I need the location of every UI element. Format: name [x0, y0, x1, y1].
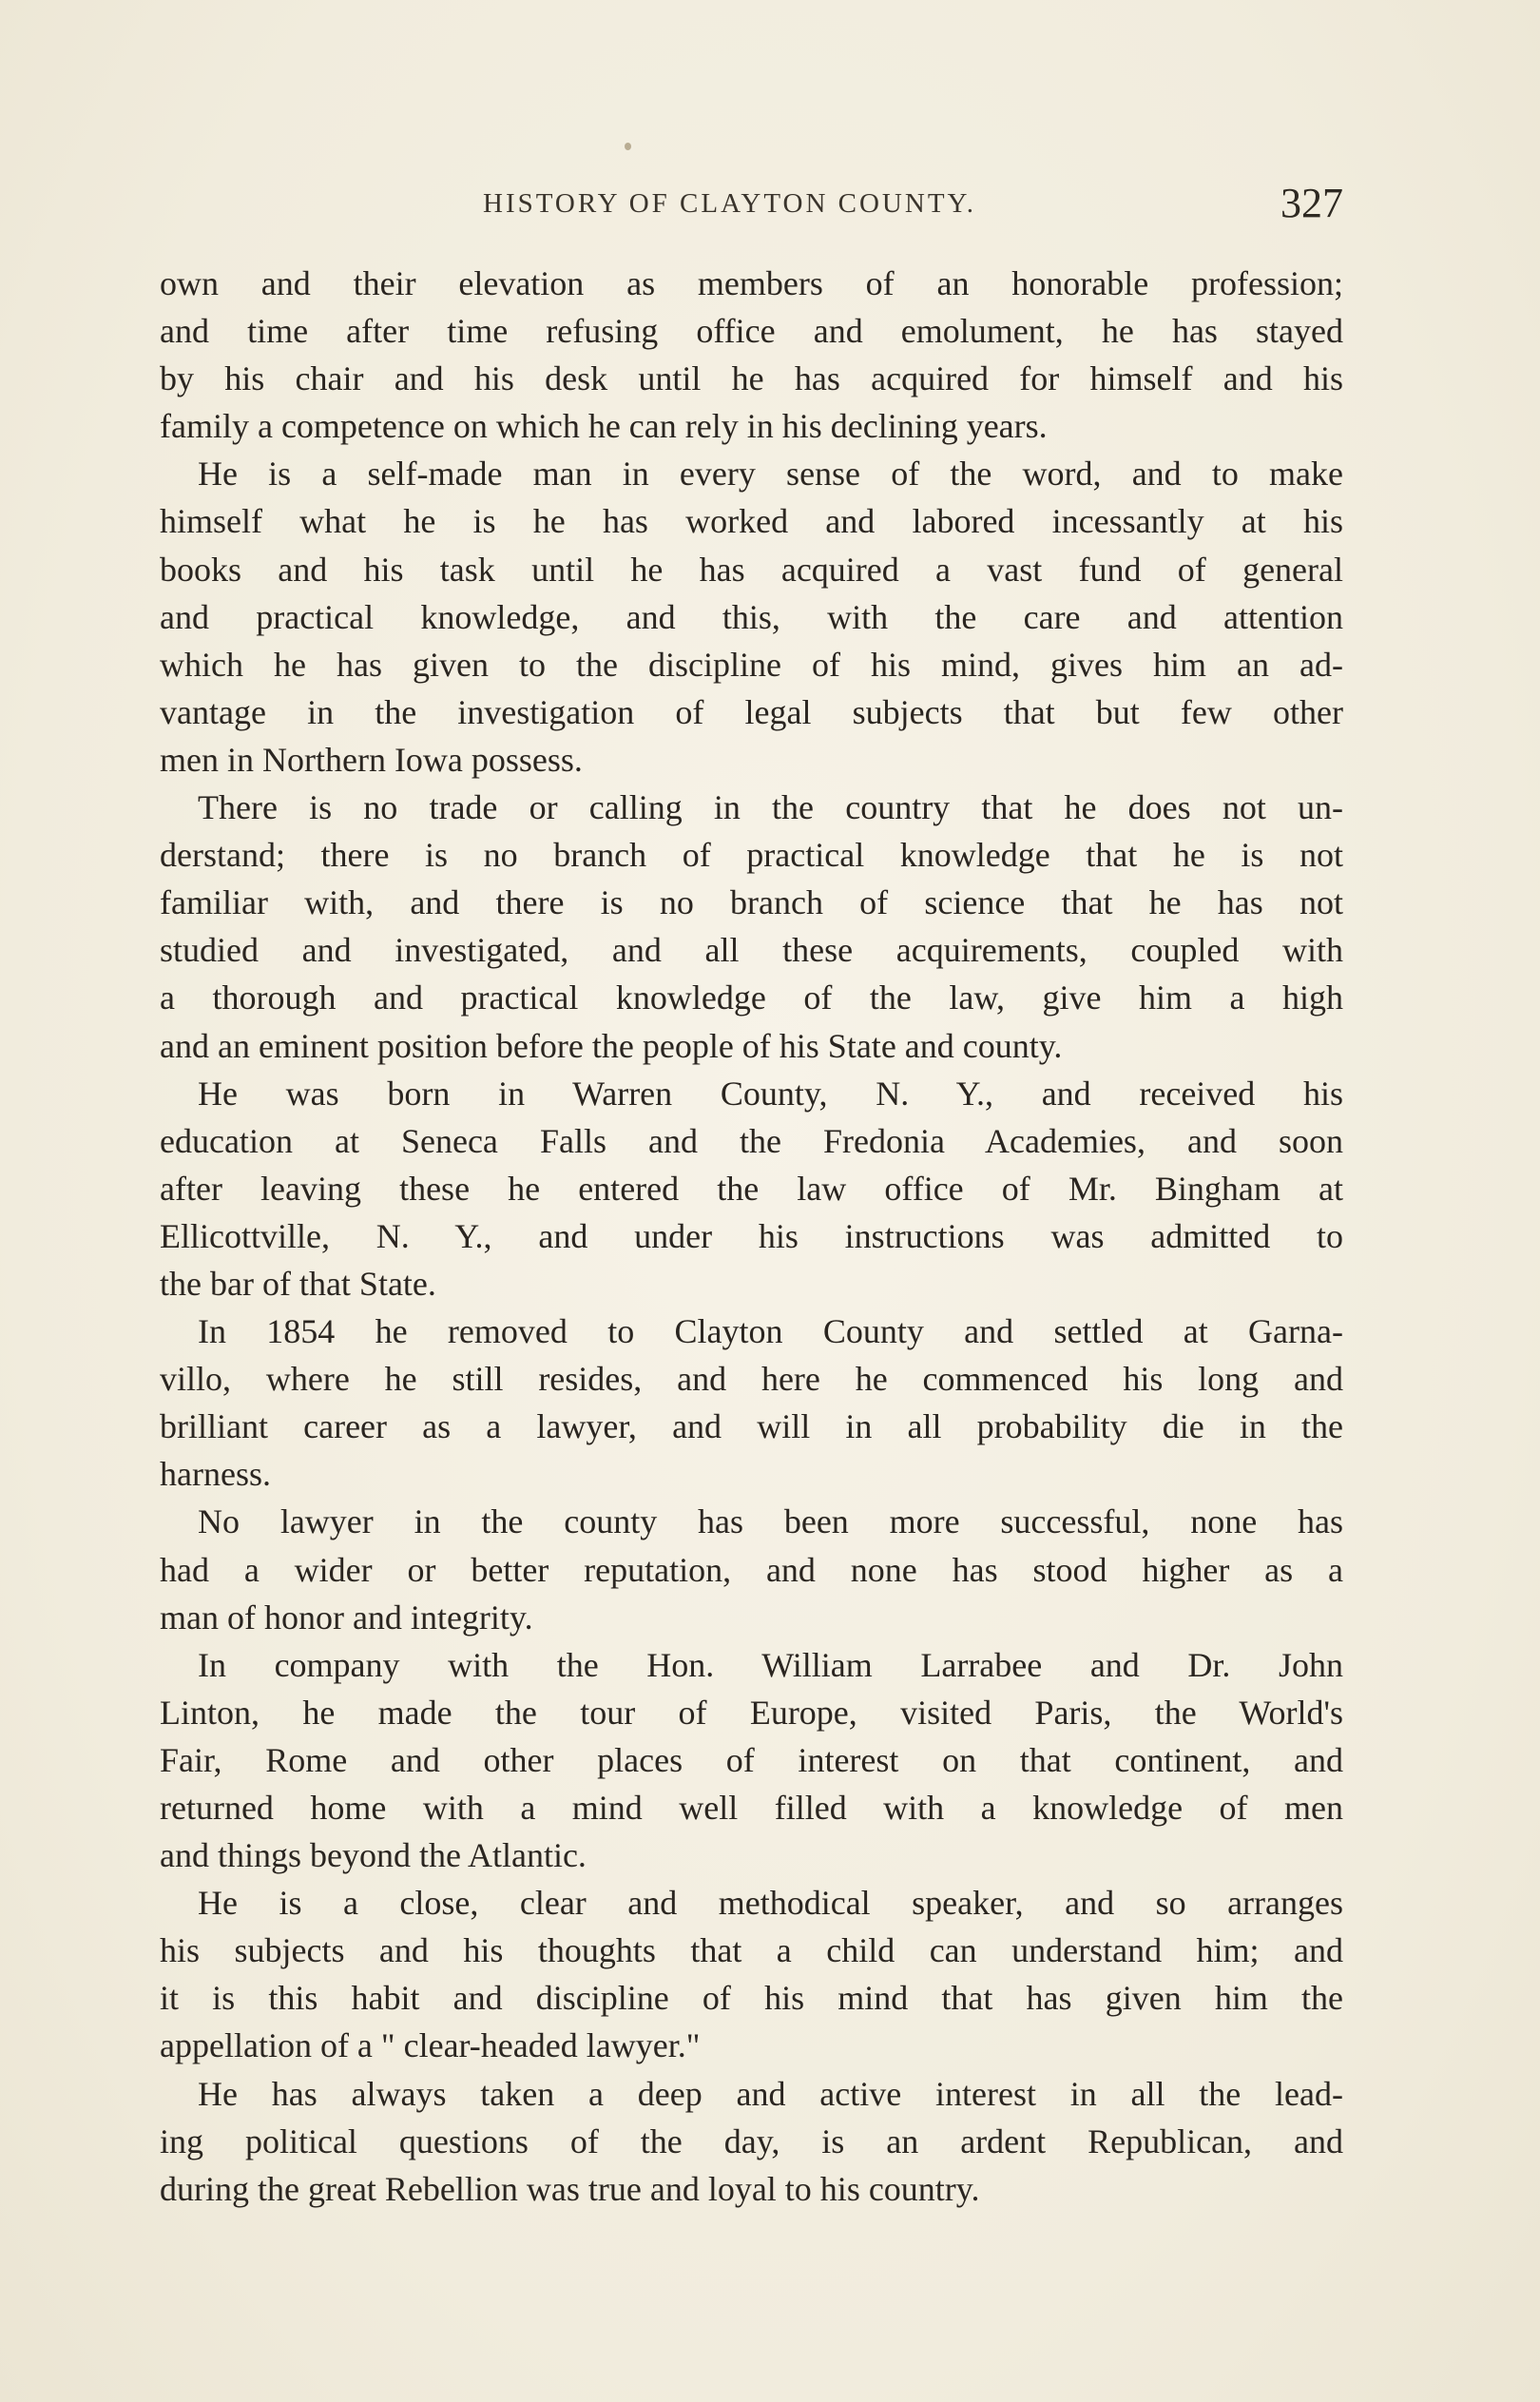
text-line: it is this habit and discipline of his mind that has given him the [160, 1979, 1343, 2018]
text-line: men in Northern Iowa possess. [160, 740, 583, 779]
text-line: his subjects and his thoughts that a child can understand him; and [160, 1931, 1343, 1970]
page-header [160, 171, 1343, 228]
text-line: He has always taken a deep and active interest in all the lead- [198, 2074, 1343, 2113]
text-line: He is a self-made man in every sense of the word, and to make [198, 455, 1343, 494]
text-line: by his chair and his desk until he has acquired for himself and his [160, 359, 1343, 398]
text-line: ing political questions of the day, is an ardent Republican, and [160, 2121, 1343, 2160]
text-line: and practical knowledge, and this, with the care and attention [160, 597, 1343, 636]
text-line: studied and investigated, and all these acquirements, coupled with [160, 931, 1343, 970]
text-line: In company with the Hon. William Larrabee and Dr. John [198, 1645, 1343, 1684]
text-line: Fair, Rome and other places of interest on that continent, and [160, 1740, 1343, 1779]
text-line: man of honor and integrity. [160, 1598, 533, 1637]
text-line: Ellicottville, N. Y., and under his instructions was admitted to [160, 1216, 1343, 1255]
text-line: No lawyer in the county has been more successful, none has [198, 1502, 1343, 1541]
text-line: and things beyond the Atlantic. [160, 1836, 587, 1875]
text-line: derstand; there is no branch of practical knowledge that he is not [160, 836, 1343, 875]
text-line: vantage in the investigation of legal subjects that but few other [160, 692, 1343, 731]
text-line: He was born in Warren County, N. Y., and received his [198, 1074, 1343, 1113]
text-line: a thorough and practical knowledge of the law, give him a high [160, 978, 1343, 1017]
text-line: There is no trade or calling in the country that he does not un- [198, 788, 1343, 827]
text-line: and time after time refusing office and emolument, he has stayed [160, 312, 1343, 351]
text-line: villo, where he still resides, and here he commenced his long and [160, 1360, 1343, 1399]
text-line: appellation of a " clear-headed lawyer." [160, 2026, 701, 2065]
text-line: He is a close, clear and methodical speaker, and so arranges [198, 1884, 1343, 1923]
text-line: family a competence on which he can rely in his declining years. [160, 407, 1048, 446]
text-line: during the great Rebellion was true and loyal to his country. [160, 2169, 980, 2208]
page-number: 327 [1280, 180, 1343, 226]
text-line: brilliant career as a lawyer, and will in all probability die in the [160, 1407, 1343, 1446]
ink-speck [625, 143, 631, 150]
body-text [160, 260, 1343, 2213]
text-line: and an eminent position before the people of his State and county. [160, 1026, 1063, 1065]
text-line: familiar with, and there is no branch of science that he has not [160, 883, 1343, 922]
text-line: himself what he is he has worked and labored incessantly at his [160, 502, 1343, 541]
text-line: the bar of that State. [160, 1264, 436, 1303]
text-line: returned home with a mind well filled with a knowledge of men [160, 1789, 1343, 1827]
running-head: HISTORY OF CLAYTON COUNTY. [483, 188, 976, 219]
text-line: which he has given to the discipline of his mind, gives him an ad- [160, 645, 1343, 684]
text-line: books and his task until he has acquired a vast fund of general [160, 550, 1343, 589]
text-line: education at Seneca Falls and the Fredonia Academies, and soon [160, 1121, 1343, 1160]
text-line: own and their elevation as members of an honorable profession; [160, 264, 1343, 302]
text-line: had a wider or better reputation, and none has stood higher as a [160, 1550, 1343, 1589]
text-line: harness. [160, 1455, 271, 1494]
text-line: Linton, he made the tour of Europe, visited Paris, the World's [160, 1693, 1343, 1732]
text-line: after leaving these he entered the law office of Mr. Bingham at [160, 1169, 1343, 1208]
text-line: In 1854 he removed to Clayton County and settled at Garna- [198, 1312, 1343, 1351]
